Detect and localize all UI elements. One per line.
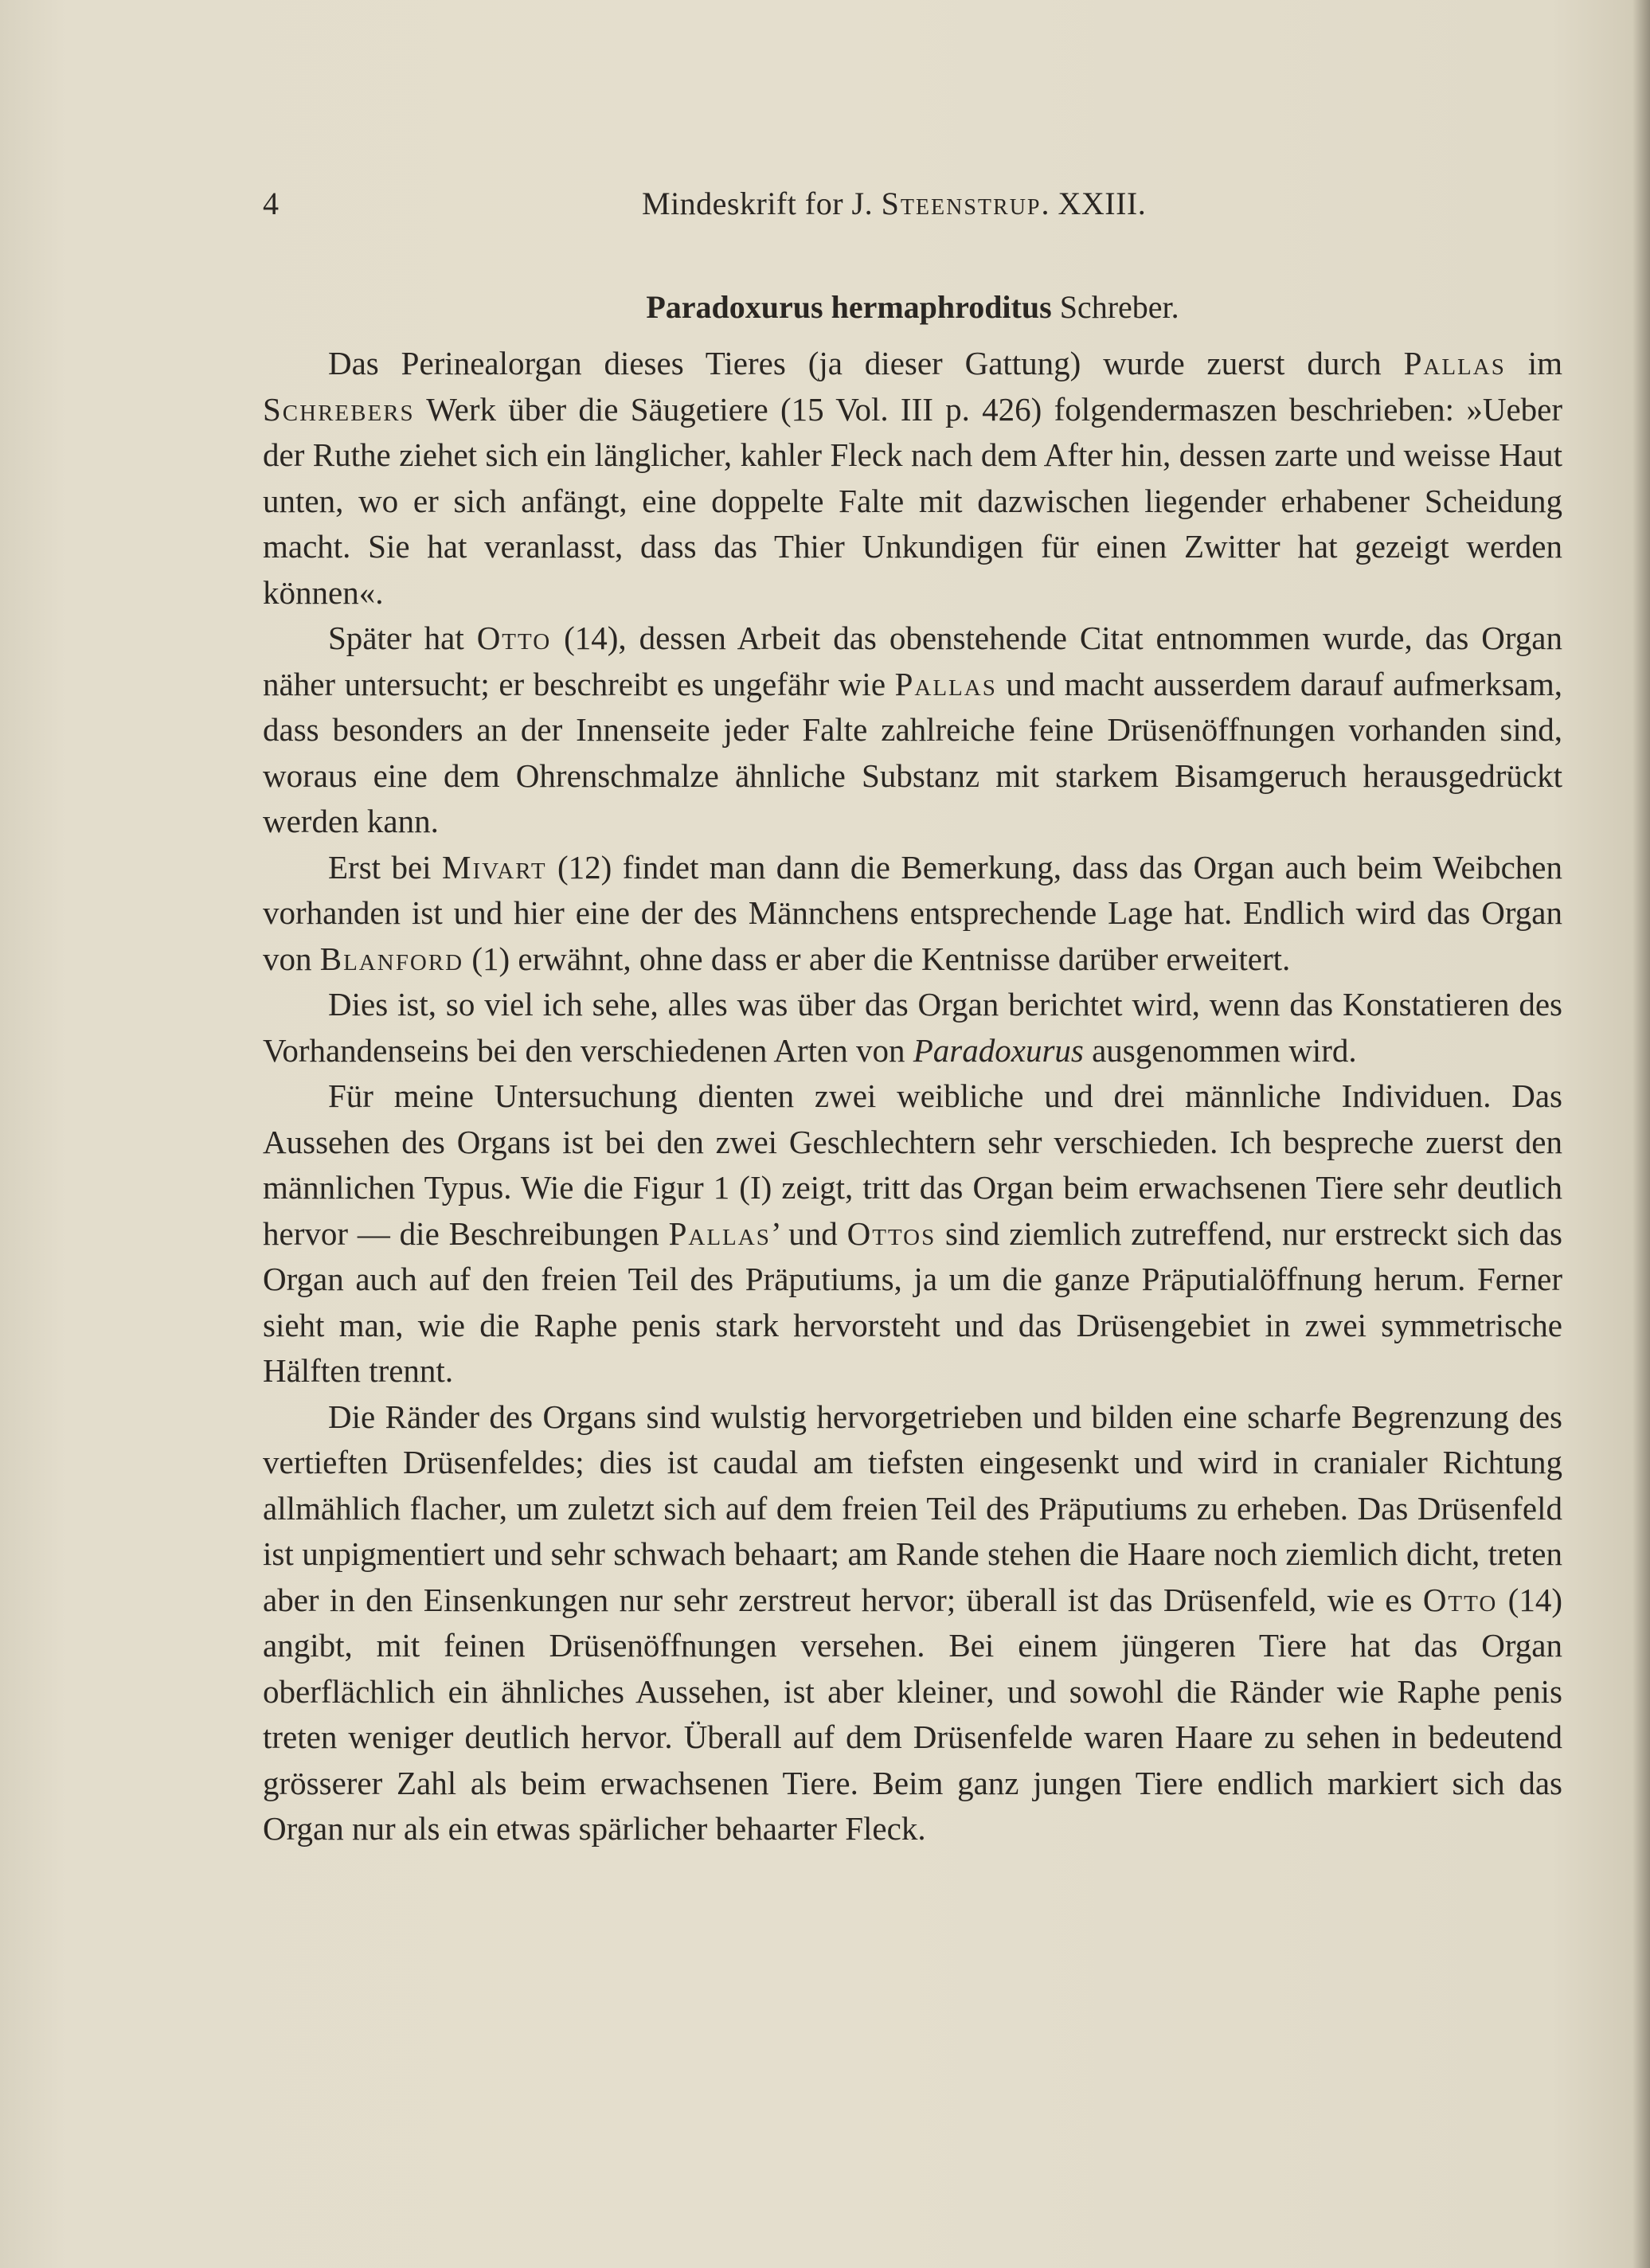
text-run: (14) angibt, mit feinen Drüsenöffnungen versehen. Bei einem jüngeren Tiere hat das Organ oberflächlich ein ähnliches Aussehen, ist aber kleiner, und sowohl die Ränder wie Raphe penis treten weniger deutlich hervor. Überall auf dem Drüsenfelde waren Haare zu sehen in bedeutend grösserer Zahl als beim erwachsenen Tiere. Beim ganz jungen Tiere endlich markiert sich das Organ nur als ein etwas spärlicher behaarter Fleck. <box>263 1581 1562 1847</box>
text-run: ausgenommen wird. <box>1083 1031 1357 1069</box>
section-title <box>263 288 1562 326</box>
text-run: (12) findet man dann die Bemerkung, dass das Organ auch beim Weibchen vorhanden ist und hier eine der des Männchens entsprechende Lage hat. Endlich wird das Organ von <box>263 848 1562 977</box>
running-head <box>263 185 1561 233</box>
text-run: Die Ränder des Organs sind wulstig hervorgetrieben und bilden eine scharfe Begrenzung des vertieften Drüsenfeldes; dies ist caudal am tiefsten eingesenkt und wird in cranialer Richtung allmählich flacher, um zuletzt sich auf dem freien Teil des Präputiums zu erheben. Das Drüsenfeld ist unpigmentiert und sehr schwach behaart; am Rande stehen die Haare noch ziemlich dicht, treten aber in den Einsenkungen nur sehr zerstreut hervor; überall ist das Drüsenfeld, wie es <box>263 1398 1562 1618</box>
text-run: ’ und <box>770 1214 847 1252</box>
section-title-author: Schreber. <box>1051 289 1179 325</box>
running-title-suffix: . XXIII. <box>1041 186 1147 221</box>
author-name: Ottos <box>847 1214 936 1252</box>
text-run: Werk über die Säugetiere (15 Vol. III p. 426) folgendermaszen beschrieben: »Ueber der Ruthe ziehet sich ein länglicher, kahler Fleck nach dem After hin, dessen zarte und weisse Haut unten, wo er sich anfängt, eine doppelte Falte mit dazwischen liegender erhabener Scheidung macht. Sie hat veranlasst, dass das Thier Unkundigen für einen Zwitter hat gezeigt werden können«. <box>263 390 1562 611</box>
text-run: Dies ist, so viel ich sehe, alles was über das Organ berichtet wird, wenn das Konstatieren des Vorhandenseins bei den verschiedenen Arten von <box>263 986 1562 1069</box>
running-title-name: Steenstrup <box>881 186 1042 221</box>
paragraph-5 <box>263 1073 1562 1394</box>
text-run: und macht ausserdem darauf aufmerksam, dass besonders an der Innenseite jeder Falte zahlreiche feine Drüsenöffnungen vorhanden sind, woraus eine dem Ohrenschmalze ähnliche Substanz mit starkem Bisamgeruch herausgedrückt werden kann. <box>263 665 1562 839</box>
paragraph-4 <box>263 982 1562 1073</box>
paragraph-2 <box>263 616 1562 845</box>
section-title-species: Paradoxurus hermaphroditus <box>646 289 1052 325</box>
page-edge-shadow <box>1632 0 1650 2268</box>
running-title <box>642 185 1146 222</box>
text-run: sind ziemlich zutreffend, nur erstreckt sich das Organ auch auf den freien Teil des Präputiums, ja um die ganze Präputialöffnung herum. Ferner sieht man, wie die Raphe penis stark hervorsteht und das Drüsengebiet in zwei symmetrische Hälften trennt. <box>263 1214 1562 1389</box>
text-run: Für meine Untersuchung dienten zwei weibliche und drei männliche Individuen. Das Aussehen des Organs ist bei den zwei Geschlechtern sehr verschieden. Ich bespreche zuerst den männlichen Typus. Wie die Figur 1 (I) zeigt, tritt das Organ beim erwachsenen Tiere sehr deutlich hervor — die Beschreibungen <box>263 1077 1562 1252</box>
paragraph-6 <box>263 1394 1562 1852</box>
author-name: Schrebers <box>263 390 415 428</box>
author-name: Blanford <box>319 940 464 977</box>
author-name: Otto <box>476 620 552 656</box>
body-text <box>263 341 1562 1852</box>
text-run: Später hat <box>328 620 477 656</box>
text-run: (14), dessen Arbeit das obenstehende Citat entnommen wurde, das Organ näher untersucht; er beschreibt es ungefähr wie <box>263 620 1562 702</box>
genus-name: Paradoxurus <box>913 1031 1084 1069</box>
text-run: Das Perinealorgan dieses Tieres (ja dieser Gattung) wurde zuerst durch <box>328 345 1404 381</box>
paragraph-1 <box>263 341 1562 616</box>
author-name: Pallas <box>668 1214 771 1252</box>
text-run: Erst bei <box>328 848 442 886</box>
author-name: Otto <box>1422 1581 1498 1618</box>
running-title-prefix: Mindeskrift for J. <box>642 186 882 221</box>
author-name: Pallas <box>894 665 997 702</box>
author-name: Pallas <box>1403 345 1506 381</box>
author-name: Mivart <box>441 848 547 886</box>
text-run: im <box>1505 345 1562 381</box>
paragraph-3 <box>263 845 1562 983</box>
page-number: 4 <box>263 186 279 221</box>
text-run: (1) erwähnt, ohne dass er aber die Kentnisse darüber erweitert. <box>463 940 1291 977</box>
